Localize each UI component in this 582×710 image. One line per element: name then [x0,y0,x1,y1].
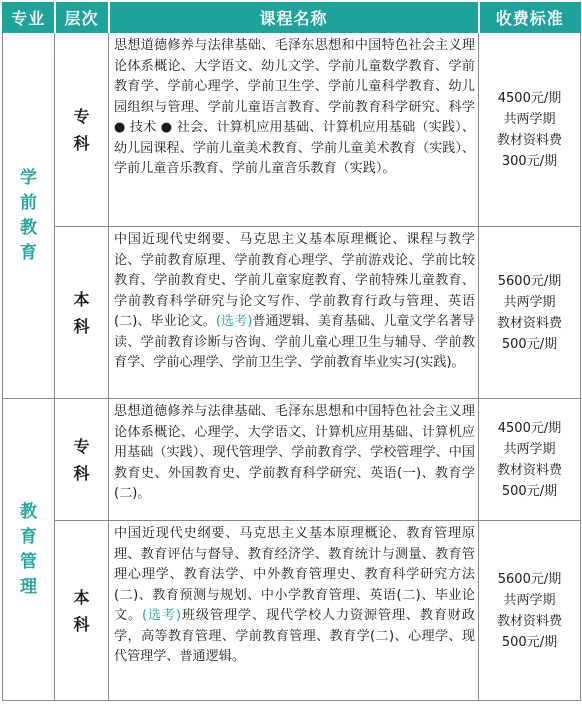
courses-text-elective: 班级管理学、现代学校人力资源管理、教育财政学，高等教育管理、学前教育管理、教育学(二)、心理学、现代管理学、普通逻辑。 [114,608,476,664]
fee-materials-amount: 500元/期 [501,336,558,352]
header-courses: 课程名称 [109,3,479,33]
level-label: 本科 [73,587,90,634]
course-fee-table [2,2,581,701]
fee-duration: 共两学期 [503,441,556,457]
elective-tag: (选考) [215,314,253,329]
fee-materials-label: 教材资料费 [496,315,562,331]
level-label: 专科 [73,106,90,153]
header-major: 专业 [3,3,55,33]
elective-tag: (选考) [142,608,182,623]
table-header-row [3,3,581,33]
fee-duration: 共两学期 [503,111,556,127]
fee-cell [479,227,581,399]
header-fee: 收费标准 [479,3,581,33]
level-label: 专科 [73,436,90,483]
major-cell [3,399,55,701]
table-row [3,227,581,399]
level-label: 本科 [73,289,90,336]
fee-amount: 5600元/期 [497,571,562,587]
fee-materials-amount: 500元/期 [501,483,558,499]
fee-materials-amount: 500元/期 [501,634,558,650]
fee-materials-amount: 300元/期 [501,153,558,169]
courses-text-elective: 普通逻辑、美育基础、儿童文学名著导读、学前教育诊断与咨询、学前儿童心理卫生与辅导、学前教育学、学前心理学、学前卫生学、学前教育毕业实习(实践)。 [114,314,476,370]
courses-cell: 思想道德修养与法律基础、毛泽东思想和中国特色社会主义理论体系概论、大学语文、幼儿文学、学前儿童数学教育、学前教育学、学前心理学、学前卫生学、学前儿童科学教育、幼儿园组织与管理、学前儿童语言教育、学前教育科学研究、科学 ● 技术 ● 社会、计算机应用基础、计算机应用基础（实践）、幼儿园课程、学前儿童美术教育、学前儿童美术教育（实践）、学前儿童音乐教育、学前儿童音乐教育（实践）。 [109,33,479,227]
level-cell [55,227,109,399]
courses-cell [109,227,479,399]
fee-duration: 共两学期 [503,294,556,310]
fee-materials-label: 教材资料费 [496,613,562,629]
major-label: 学前教育 [20,167,37,263]
table-row [3,33,581,227]
courses-text: 中国近现代史纲要、马克思主义基本原理概论、课程与教学论、学前教育原理、学前教育心理学、学前游戏论、学前比较教育、学前教育史、学前儿童家庭教育、学前特殊儿童教育、学前教育科学研究与论文写作、学前教育行政与管理、英语(二)、毕业论文。 [114,232,475,329]
table-row [3,521,581,701]
fee-amount: 4500元/期 [497,420,562,436]
table-row [3,399,581,521]
fee-materials-label: 教材资料费 [496,462,562,478]
fee-duration: 共两学期 [503,592,556,608]
level-cell [55,521,109,701]
courses-cell [109,521,479,701]
level-cell [55,399,109,521]
header-level: 层次 [55,3,109,33]
fee-amount: 4500元/期 [497,90,562,106]
major-cell [3,33,55,399]
level-cell [55,33,109,227]
fee-cell [479,33,581,227]
fee-amount: 5600元/期 [497,273,562,289]
major-label: 教育管理 [20,501,37,597]
courses-cell: 思想道德修养与法律基础、毛泽东思想和中国特色社会主义理论体系概论、心理学、大学语文、计算机应用基础、计算机应用基础（实践）、现代管理学、学前教育学、学校管理学、中国教育史、外国教育史、学前教育科学研究、英语(一)、教育学(二)。 [109,399,479,521]
fee-cell [479,399,581,521]
fee-cell [479,521,581,701]
fee-materials-label: 教材资料费 [496,132,562,148]
courses-text: 中国近现代史纲要、马克思主义基本原理概论、教育管理原理、教育评估与督导、教育经济学、教育统计与测量、教育管理心理学、教育法学、中外教育管理史、教育科学研究方法(二)、教育预测与规划、中小学教育管理、英语(二)、毕业论文。 [114,526,475,623]
